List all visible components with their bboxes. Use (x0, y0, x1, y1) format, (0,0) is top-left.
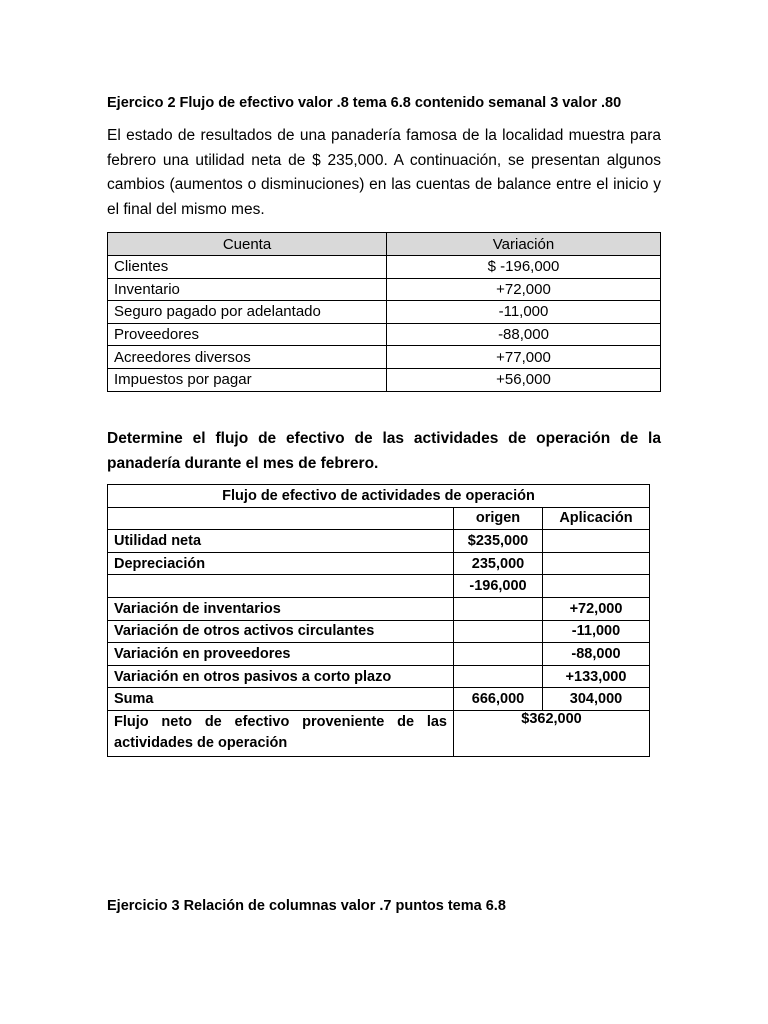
table-row (108, 597, 650, 620)
row-label: Depreciación (108, 552, 454, 575)
exercise-2-heading: Ejercico 2 Flujo de efectivo valor .8 tema 6.8 contenido semanal 3 valor .80 (107, 95, 622, 111)
row-label: Variación en proveedores (108, 643, 454, 666)
cashflow-title-row (108, 485, 650, 508)
table-row (108, 620, 650, 643)
exercise-3-heading: Ejercicio 3 Relación de columnas valor .7 puntos tema 6.8 (107, 898, 506, 914)
origen-value: 666,000 (454, 688, 543, 711)
table-row (108, 665, 650, 688)
column-header-variacion: Variación (387, 233, 661, 256)
aplicacion-value: +72,000 (543, 597, 650, 620)
aplicacion-value (543, 530, 650, 553)
origen-value (454, 643, 543, 666)
net-cashflow-row (108, 710, 650, 756)
table-row (108, 530, 650, 553)
account-variation: $ -196,000 (387, 256, 661, 279)
table-row (108, 643, 650, 666)
row-label: Variación de otros activos circulantes (108, 620, 454, 643)
table-row (108, 323, 661, 346)
aplicacion-value: 304,000 (543, 688, 650, 711)
row-label: Utilidad neta (108, 530, 454, 553)
account-variation: -88,000 (387, 323, 661, 346)
origen-value (454, 597, 543, 620)
table-row (108, 346, 661, 369)
origen-value: $235,000 (454, 530, 543, 553)
account-name: Seguro pagado por adelantado (108, 301, 387, 324)
net-cashflow-label: Flujo neto de efectivo proveniente de las actividades de operación (108, 710, 454, 756)
intro-paragraph: El estado de resultados de una panadería famosa de la localidad muestra para febrero una utilidad neta de $ 235,000. A continuación, se presentan algunos cambios (aumentos o disminuciones) en las cuentas de balance entre el inicio y el final del mismo mes. (107, 127, 661, 218)
account-changes-table (107, 232, 661, 392)
origen-value: -196,000 (454, 575, 543, 598)
question-text: Determine el flujo de efectivo de las actividades de operación de la panadería durante el mes de febrero. (107, 430, 661, 472)
aplicacion-value: -11,000 (543, 620, 650, 643)
account-name: Clientes (108, 256, 387, 279)
origen-value (454, 665, 543, 688)
account-variation: +56,000 (387, 368, 661, 391)
aplicacion-value: -88,000 (543, 643, 650, 666)
origen-value: 235,000 (454, 552, 543, 575)
account-variation: -11,000 (387, 301, 661, 324)
cashflow-table-title: Flujo de efectivo de actividades de operación (108, 485, 650, 508)
account-variation: +77,000 (387, 346, 661, 369)
table-row (108, 552, 650, 575)
column-header-blank (108, 507, 454, 530)
table-row (108, 368, 661, 391)
account-variation: +72,000 (387, 278, 661, 301)
aplicacion-value (543, 552, 650, 575)
table-header-row (108, 233, 661, 256)
cashflow-header-row (108, 507, 650, 530)
table-row (108, 256, 661, 279)
account-name: Impuestos por pagar (108, 368, 387, 391)
net-cashflow-value: $362,000 (454, 710, 650, 756)
row-label: Suma (108, 688, 454, 711)
column-header-aplicacion: Aplicación (543, 507, 650, 530)
table-row (108, 278, 661, 301)
account-name: Inventario (108, 278, 387, 301)
row-label: Variación en otros pasivos a corto plazo (108, 665, 454, 688)
table-row (108, 575, 650, 598)
row-label (108, 575, 454, 598)
origen-value (454, 620, 543, 643)
column-header-origen: origen (454, 507, 543, 530)
aplicacion-value (543, 575, 650, 598)
row-label: Variación de inventarios (108, 597, 454, 620)
table-row (108, 688, 650, 711)
aplicacion-value: +133,000 (543, 665, 650, 688)
cashflow-table (107, 484, 650, 757)
account-name: Proveedores (108, 323, 387, 346)
column-header-cuenta: Cuenta (108, 233, 387, 256)
account-name: Acreedores diversos (108, 346, 387, 369)
table-row (108, 301, 661, 324)
